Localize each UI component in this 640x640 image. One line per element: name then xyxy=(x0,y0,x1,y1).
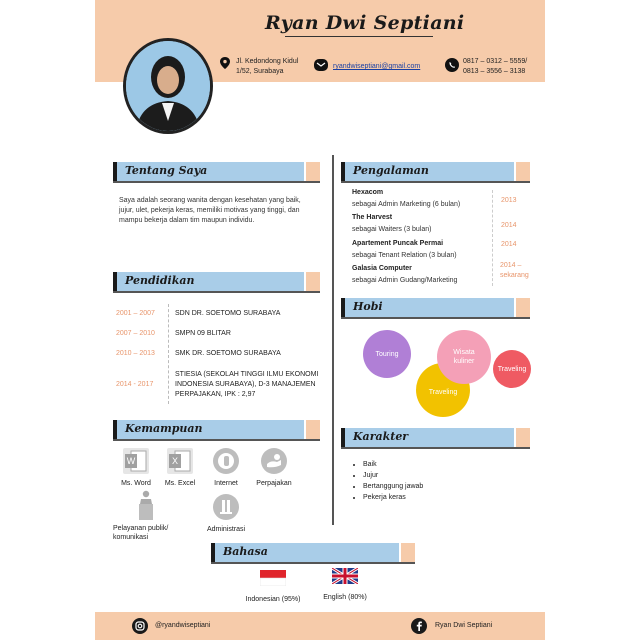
skill-word-label: Ms. Word xyxy=(121,480,151,487)
tax-icon xyxy=(261,448,287,474)
character-list xyxy=(353,460,443,504)
phone-line-2: 0813 – 3556 – 3138 xyxy=(463,68,526,75)
exp-role-1: sebagai Admin Marketing (6 bulan) xyxy=(352,201,461,208)
exp-company-4: Galasia Computer xyxy=(352,265,412,272)
exp-company-3: Apartement Puncak Permai xyxy=(352,240,444,247)
word-icon xyxy=(123,448,149,474)
skill-public-service xyxy=(113,490,179,542)
exp-role-2: sebagai Waiters (3 bulan) xyxy=(352,226,432,233)
column-divider xyxy=(332,155,334,525)
language-indonesian xyxy=(245,570,301,603)
name-underline xyxy=(285,36,433,37)
edu-school-1: SDN DR. SOETOMO SURABAYA xyxy=(175,310,281,317)
character-title-text: Karakter xyxy=(353,430,409,443)
location-pin-icon xyxy=(219,57,231,69)
exp-year-2: 2014 xyxy=(501,222,517,229)
address-line-2: 1/52, Surabaya xyxy=(236,68,284,75)
skill-public-service-label: Pelayanan publik/ komunikasi xyxy=(113,525,169,541)
resume-page xyxy=(95,0,545,640)
about-title-text: Tentang Saya xyxy=(125,164,208,177)
address xyxy=(236,57,298,77)
education-timeline-line xyxy=(168,304,169,404)
experience-title-text: Pengalaman xyxy=(353,164,429,177)
exp-year-3: 2014 xyxy=(501,241,517,248)
character-item: • Pekerja keras xyxy=(363,493,443,503)
languages-section-title xyxy=(211,543,415,564)
character-item: • Jujur xyxy=(363,471,443,481)
skill-excel xyxy=(155,448,205,488)
edu-school-2: SMPN 09 BLITAR xyxy=(175,330,231,337)
uk-flag-icon xyxy=(332,568,358,584)
edu-school-4: STIESIA (SEKOLAH TINGGI ILMU EKONOMI INDONESIA SURABAYA), D-3 MANAJEMEN PERPAJAKAN, IPK : 2,97 xyxy=(175,371,319,398)
edu-years-2: 2007 – 2010 xyxy=(116,330,155,337)
character-item: • Bertanggung jawab xyxy=(363,482,443,492)
skill-admin-label: Administrasi xyxy=(206,526,246,533)
instagram-handle[interactable]: @ryandwiseptiani xyxy=(155,622,211,629)
edu-school-3: SMK DR. SOETOMO SURABAYA xyxy=(175,350,281,357)
experience-timeline-line xyxy=(492,190,493,286)
exp-year-4: 2014 – sekarang xyxy=(500,262,529,279)
facebook-name[interactable]: Ryan Dwi Septiani xyxy=(435,622,493,629)
about-text: Saya adalah seorang wanita dengan kesehatan yang baik, jujur, ulet, pekerja keras, memiliki motivas yang tinggi, dan mampu bekerja dalam tim maupun individu. xyxy=(119,197,301,224)
facebook-icon xyxy=(411,618,427,634)
skill-excel-label: Ms. Excel xyxy=(164,480,196,487)
exp-role-4: sebagai Admin Gudang/Marketing xyxy=(352,277,458,284)
education-section-title xyxy=(113,272,320,293)
instagram-icon xyxy=(132,618,148,634)
skill-word xyxy=(111,448,161,488)
hobby-bubble-traveling-red: Traveling xyxy=(493,350,531,388)
about-section-title xyxy=(113,162,320,183)
indonesia-flag-icon xyxy=(260,570,286,586)
language-english xyxy=(317,568,373,601)
phone-line-1: 0817 – 0312 – 5559/ xyxy=(463,58,528,65)
character-section-title xyxy=(341,428,530,449)
skills-section-title xyxy=(113,420,320,441)
character-item: • Baik xyxy=(363,460,443,470)
email-icon xyxy=(314,59,328,71)
hobbies-title-text: Hobi xyxy=(353,300,383,313)
skill-internet-label: Internet xyxy=(214,480,238,487)
languages-title-text: Bahasa xyxy=(223,545,268,558)
whatsapp-icon xyxy=(445,58,459,72)
hobby-bubble-touring: Touring xyxy=(363,330,411,378)
admin-icon xyxy=(213,494,239,520)
internet-icon xyxy=(213,448,239,474)
exp-year-1: 2013 xyxy=(501,197,517,204)
skill-tax-label: Perpajakan xyxy=(256,480,292,487)
skill-admin xyxy=(201,494,251,534)
skills-title-text: Kemampuan xyxy=(125,422,203,435)
skill-tax xyxy=(249,448,299,488)
hobby-bubble-traveling-yellow: Traveling xyxy=(416,363,470,417)
education-title-text: Pendidikan xyxy=(125,274,195,287)
phone xyxy=(463,57,527,77)
experience-section-title xyxy=(341,162,530,183)
exp-company-1: Hexacom xyxy=(352,189,384,196)
exp-role-3: sebagai Tenant Relation (3 bulan) xyxy=(352,252,457,259)
skill-internet xyxy=(201,448,251,488)
svg-text:W: W xyxy=(126,456,136,466)
email-link[interactable]: ryandwiseptiani@gmail.com xyxy=(333,63,421,70)
hobby-bubble-culinary: Wisata kuliner xyxy=(437,330,491,384)
exp-company-2: The Harvest xyxy=(352,214,393,221)
address-line-1: Jl. Kedondong Kidul xyxy=(236,58,299,65)
excel-icon xyxy=(167,448,193,474)
hobbies-section-title xyxy=(341,298,530,319)
language-english-label: English (80%) xyxy=(323,594,367,601)
edu-years-4: 2014 - 2017 xyxy=(116,381,154,388)
edu-years-3: 2010 – 2013 xyxy=(116,350,155,357)
language-indonesian-label: Indonesian (95%) xyxy=(245,596,301,603)
edu-years-1: 2001 – 2007 xyxy=(116,310,155,317)
svg-text:X: X xyxy=(171,456,179,466)
resume-name: Ryan Dwi Septiani xyxy=(265,12,465,34)
speaker-icon xyxy=(133,490,159,516)
profile-photo xyxy=(123,38,213,134)
